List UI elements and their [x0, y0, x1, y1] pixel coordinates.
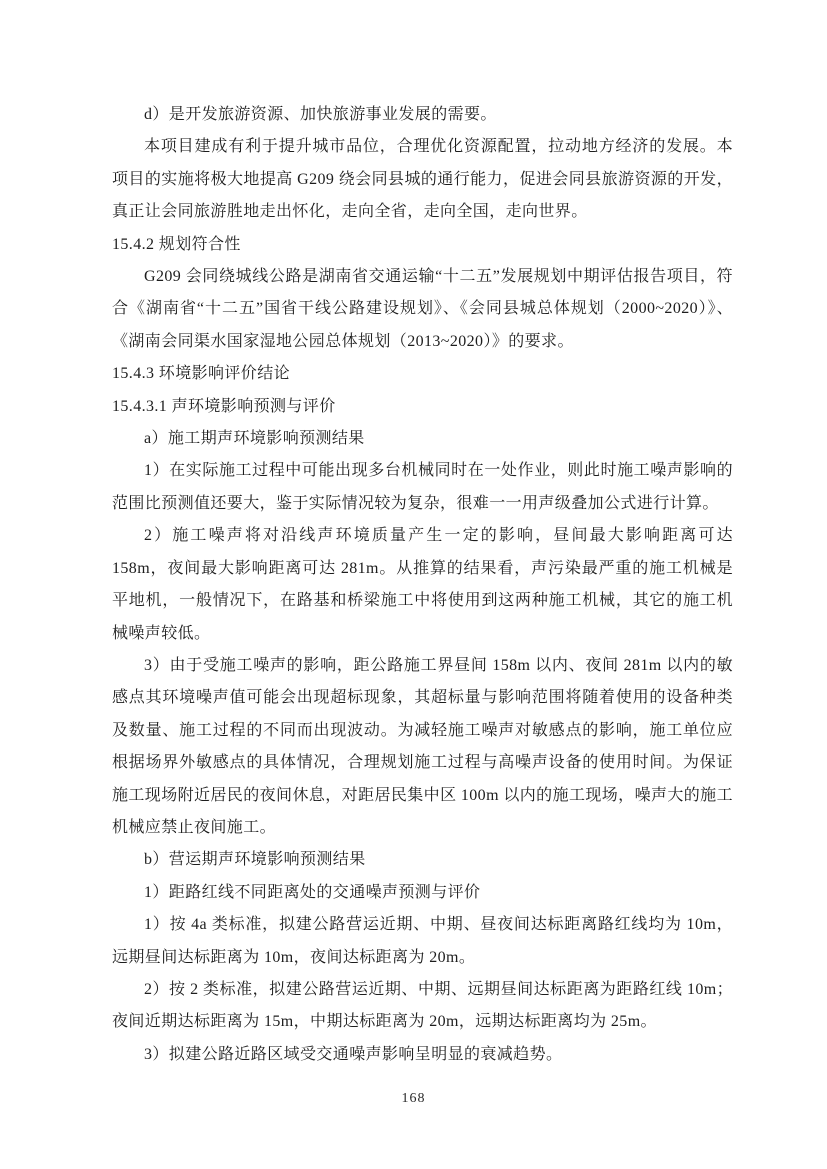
- paragraph-2-noise-impact-distance: 2）施工噪声将对沿线声环境质量产生一定的影响，昼间最大影响距离可达 158m，夜间最大影响距离可达 281m。从推算的结果看，声污染最严重的施工机械是平地机，一般情况下，在路基和桥梁施工中将使用到这两种施工机械，其它的施工机械噪声较低。: [112, 527, 733, 642]
- paragraph-1-multiple-machines-noise: 1）在实际施工过程中可能出现多台机械同时在一处作业，则此时施工噪声影响的范围比预测值还要大，鉴于实际情况较为复杂，很难一一用声级叠加公式进行计算。: [112, 462, 733, 512]
- heading-15-4-3-eia-conclusion: 15.4.3 环境影响评价结论: [112, 365, 291, 383]
- paragraph-2-standard-2-distances: 2）按 2 类标准，拟建公路营运近期、中期、远期昼间达标距离为距路红线 10m；夜间近期达标距离为 15m，中期达标距离为 20m，远期达标距离均为 25m。: [112, 980, 733, 1031]
- paragraph-1-traffic-noise-prediction: 1）距路红线不同距离处的交通噪声预测与评价: [144, 883, 481, 901]
- paragraph-3-noise-attenuation-trend: 3）拟建公路近路区域受交通噪声影响呈明显的衰减趋势。: [144, 1045, 563, 1063]
- heading-15-4-3-1-acoustic-environment: 15.4.3.1 声环境影响预测与评价: [112, 397, 336, 415]
- paragraph-planning-compliance-detail: G209 会同绕城线公路是湖南省交通运输“十二五”发展规划中期评估报告项目，符合《湖南省“十二五”国省干线公路建设规划》、《会同县城总体规划（2000~2020）》、《湖南会同渠水国家湿地公园总体规划（2013~2020）》的要求。: [112, 268, 733, 350]
- paragraph-3-noise-exceedance-control: 3）由于受施工噪声的影响，距公路施工界昼间 158m 以内、夜间 281m 以内的敏感点其环境噪声值可能会出现超标现象，其超标量与影响范围将随着使用的设备种类及数量、施工过程的不同而出现波动。为减轻施工噪声对敏感点的影响，施工单位应根据场界外敏感点的具体情况，合理规划施工过程与高噪声设备的使用时间。为保证施工现场附近居民的夜间休息，对距居民集中区 100m 以内的施工现场，噪声大的施工机械应禁止夜间施工。: [112, 656, 733, 836]
- document-body: [112, 99, 733, 1071]
- paragraph-1-standard-4a-distances: 1）按 4a 类标准，拟建公路营运近期、中期、昼夜间达标距离路红线均为 10m，远期昼间达标距离为 10m，夜间达标距离为 20m。: [112, 916, 733, 966]
- page-number: 168: [401, 1091, 426, 1106]
- paragraph-a-construction-noise-results: a）施工期声环境影响预测结果: [144, 430, 365, 448]
- heading-15-4-2-planning-compliance: 15.4.2 规划符合性: [112, 235, 241, 253]
- paragraph-d-tourism-need: d）是开发旅游资源、加快旅游事业发展的需要。: [144, 106, 497, 123]
- paragraph-b-operation-noise-results: b）营运期声环境影响预测结果: [144, 851, 366, 869]
- paragraph-project-benefits: 本项目建成有利于提升城市品位，合理优化资源配置，拉动地方经济的发展。本项目的实施将极大地提高 G209 绕会同县城的通行能力，促进会同县旅游资源的开发，真正让会同旅游胜地走出怀化，走向全省，走向全国，走向世界。: [112, 138, 733, 221]
